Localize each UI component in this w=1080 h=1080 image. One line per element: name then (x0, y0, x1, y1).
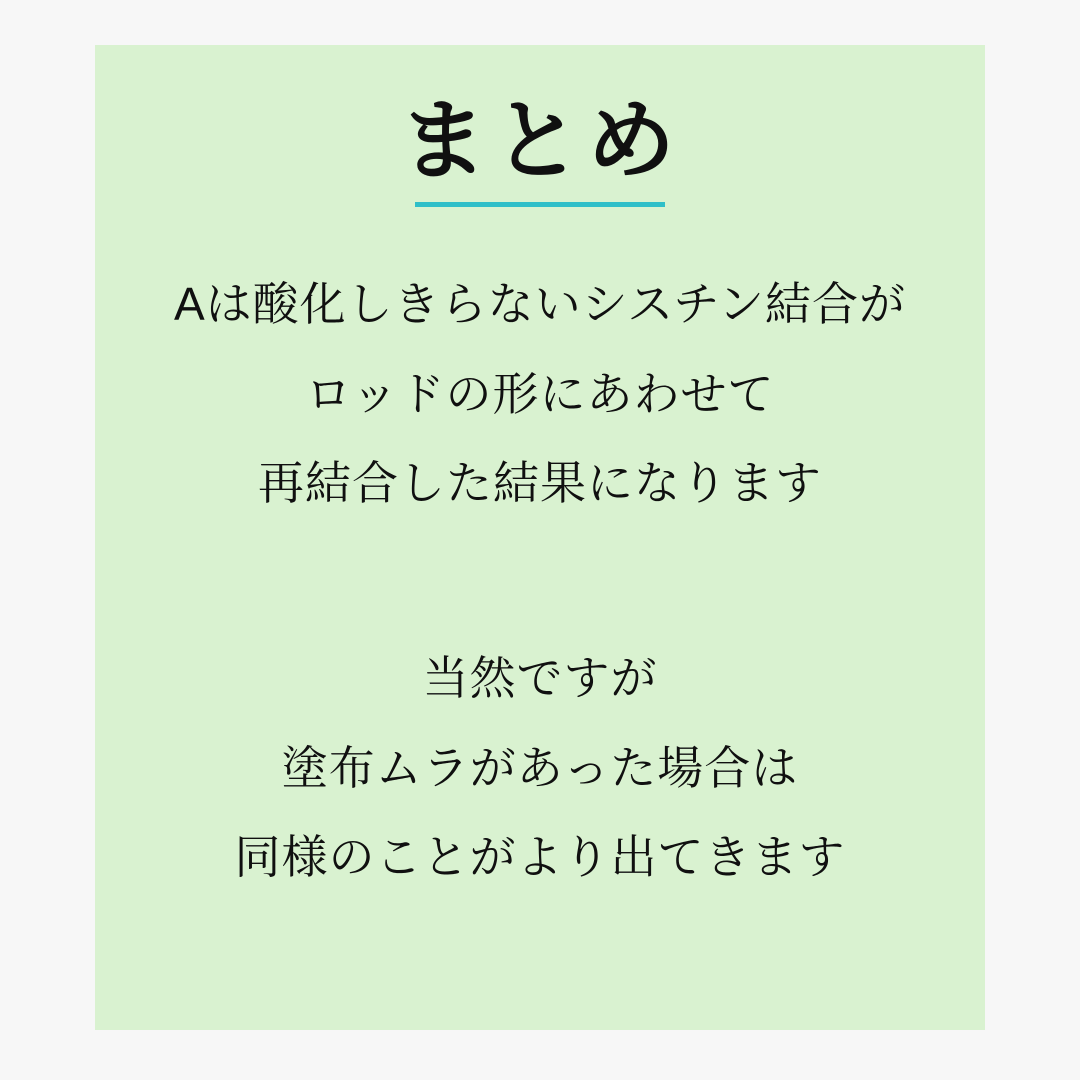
text-line: Aは酸化しきらないシスチン結合が (173, 278, 907, 330)
text-line: 再結合した結果になります (258, 457, 822, 510)
title-block (95, 93, 985, 207)
paragraph-spacer (95, 529, 985, 634)
page-title: まとめ (398, 91, 681, 190)
paragraph-1 (95, 260, 985, 529)
text-line: 当然ですが (422, 652, 658, 705)
text-line: 同様のことがより出てきます (234, 831, 846, 884)
paragraph-2 (95, 634, 985, 903)
body-block (95, 260, 985, 903)
slide-card (95, 45, 985, 1030)
text-line: 塗布ムラがあった場合は (281, 741, 799, 794)
text-line: ロッドの形にあわせて (305, 367, 775, 420)
title-underline (415, 202, 665, 207)
